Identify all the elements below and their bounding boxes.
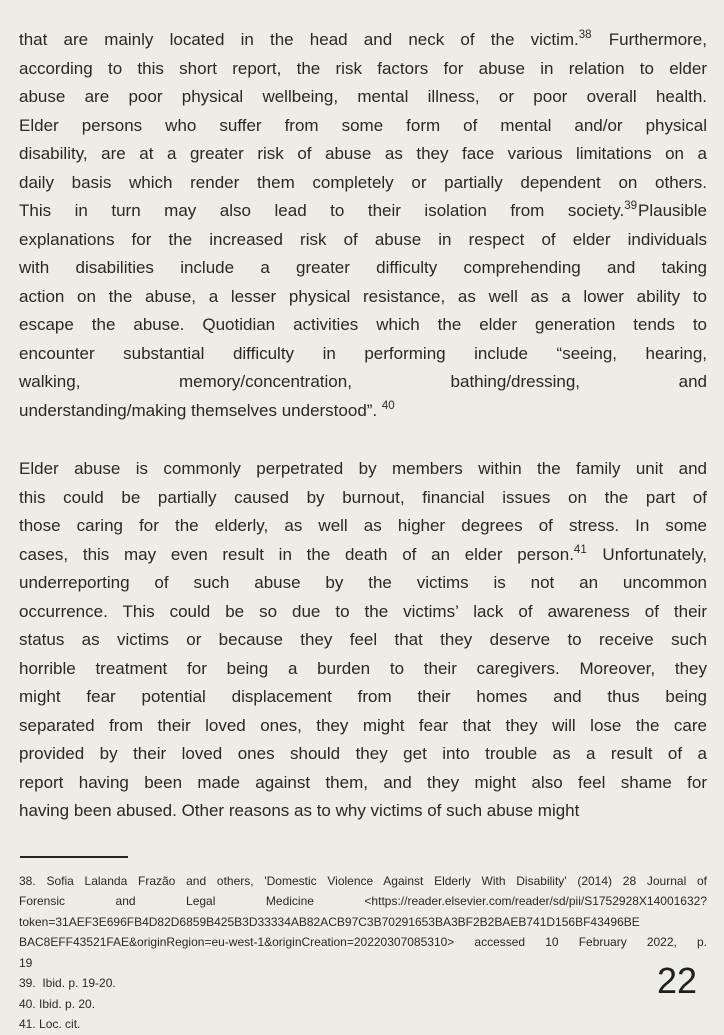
footnote-line: BAC8EFF43521FAE&originRegion=eu-west-1&originCreation=20220307085310> accessed 10 February 2022, p. (19, 935, 707, 949)
footnote (19, 994, 707, 1015)
text-line: Elder persons who suffer from some form of mental and/or physical (19, 115, 707, 135)
text-line: this could be partially caused by burnout, financial issues on the part of (19, 487, 707, 507)
text-line: underreporting of such abuse by the victims is not an uncommon (19, 573, 707, 592)
footnote-line: 40. Ibid. p. 20. (19, 996, 96, 1011)
text-line: might fear potential displacement from their homes and thus being (19, 687, 707, 706)
paragraph (19, 455, 707, 826)
text-line: abuse are poor physical wellbeing, mental illness, or poor overall health. (19, 87, 707, 106)
text-line: cases, this may even result in the death of an elder person.$^{41}$ Unfortunately, (19, 543, 707, 564)
text-line: understanding/making themselves understood”. $^{40}$ (19, 399, 395, 420)
footnote-ref: 41 (573, 543, 587, 556)
footnote-line: Forensic and Legal Medicine <https://reader.elsevier.com/reader/sd/pii/S1752928X14001632? (19, 894, 707, 908)
footnote (19, 871, 707, 974)
text-line: according to this short report, the risk factors for abuse in relation to elder (19, 58, 707, 78)
footnote-line: 38. Sofia Lalanda Frazão and others, 'Domestic Violence Against Elderly With Disability' (2014) 28 Journal of (19, 873, 707, 888)
footnote-line: 41. Loc. cit. (19, 1017, 81, 1031)
text-line: occurrence. This could be so due to the victims’ lack of awareness of their (19, 601, 707, 621)
footnote (19, 973, 707, 994)
text-line: walking, memory/concentration, bathing/dressing, and (19, 372, 707, 391)
footnote-line: 19 (19, 955, 33, 970)
text-line: provided by their loved ones should they get into trouble as a result of a (19, 744, 707, 763)
footnote-line: 39. Ibid. p. 19-20. (19, 976, 116, 990)
text-line: report having been made against them, and they might also feel shame for (19, 772, 707, 792)
footnote-ref: 40 (381, 399, 395, 412)
text-line: escape the abuse. Quotidian activities which the elder generation tends to (19, 315, 707, 334)
body-text (19, 26, 707, 826)
text-line: status as victims or because they feel that they deserve to receive such (19, 630, 707, 649)
text-line: daily basis which render them completely or partially dependent on others. (19, 172, 707, 192)
text-line: horrible treatment for being a burden to their caregivers. Moreover, they (19, 658, 707, 678)
footnote-line: token=31AEF3E696FB4D82D6859B425B3D33334AB82ACB97C3B70291653BA3BF2B2BAEB741D156BF43496BE (19, 914, 640, 929)
text-line: that are mainly located in the head and neck of the victim.$^{38}$ Furthermore, (19, 29, 707, 49)
text-line: This in turn may also lead to their isolation from society.$^{39}$Plausible (19, 200, 707, 220)
text-line: explanations for the increased risk of abuse in respect of elder individuals (19, 229, 707, 249)
page-number: 22 (656, 960, 697, 1001)
footnote-ref: 39 (624, 200, 637, 212)
text-line: Elder abuse is commonly perpetrated by members within the family unit and (19, 459, 707, 478)
text-line: having been abused. Other reasons as to why victims of such abuse might (19, 801, 580, 820)
text-line: disability, are at a greater risk of abuse as they face various limitations on a (19, 144, 707, 163)
paragraph (19, 26, 707, 425)
text-line: those caring for the elderly, as well as higher degrees of stress. In some (19, 516, 707, 535)
text-line: separated from their loved ones, they might fear that they will lose the care (19, 715, 707, 735)
text-line: with disabilities include a greater difficulty comprehending and taking (19, 258, 707, 277)
text-line: action on the abuse, a lesser physical resistance, as well as a lower ability to (19, 286, 707, 306)
footnote (19, 1014, 707, 1035)
text-line: encounter substantial difficulty in performing include “seeing, hearing, (19, 343, 707, 363)
footnote-separator (20, 856, 128, 858)
footnote-ref: 38 (578, 29, 592, 41)
footnotes-section (19, 871, 707, 1035)
